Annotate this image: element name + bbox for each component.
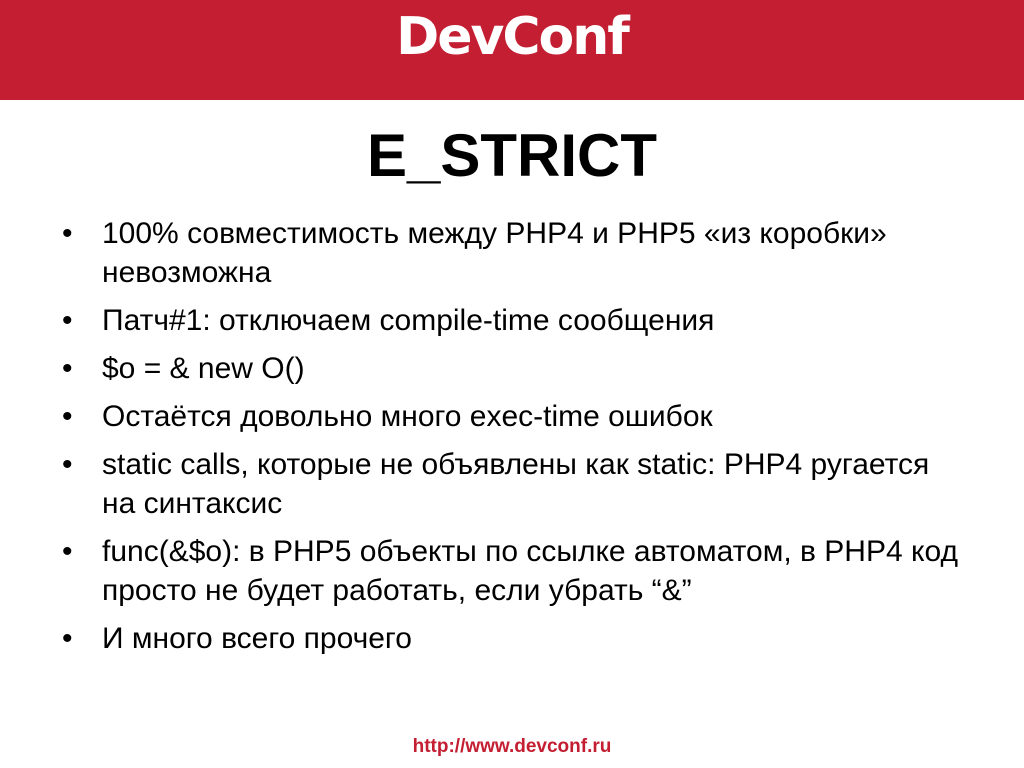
bullet-text: Патч#1: отключаем compile-time сообщения xyxy=(102,304,715,337)
bullet-icon: • xyxy=(62,304,73,337)
list-item xyxy=(62,301,962,340)
bullet-icon: • xyxy=(62,217,73,250)
bullet-text: 100% совместимость между PHP4 и PHP5 «из коробки» невозможна xyxy=(102,217,887,289)
header-banner xyxy=(0,0,1024,100)
bullet-list xyxy=(62,214,962,667)
bullet-text: static calls, которые не объявлены как static: PHP4 ругается на синтаксис xyxy=(102,448,930,520)
bullet-icon: • xyxy=(62,448,73,481)
bullet-text: И много всего прочего xyxy=(102,622,412,655)
bullet-icon: • xyxy=(62,622,73,655)
list-item xyxy=(62,619,962,658)
list-item xyxy=(62,397,962,436)
list-item xyxy=(62,445,962,523)
bullet-text: $o = & new O() xyxy=(102,352,305,385)
slide-title: E_STRICT xyxy=(366,122,658,189)
footer-url: http://www.devconf.ru xyxy=(412,736,612,757)
bullet-icon: • xyxy=(62,535,73,568)
bullet-text: func(&$o): в PHP5 объекты по ссылке автоматом, в PHP4 код просто не будет работать, если убрать “&” xyxy=(102,535,958,607)
bullet-icon: • xyxy=(62,400,73,433)
list-item xyxy=(62,532,962,610)
list-item xyxy=(62,349,962,388)
zigzag-border xyxy=(0,84,1024,102)
list-item xyxy=(62,214,962,292)
bullet-icon: • xyxy=(62,352,73,385)
bullet-text: Остаётся довольно много exec-time ошибок xyxy=(102,400,713,433)
devconf-logo: DevConf xyxy=(396,7,628,67)
